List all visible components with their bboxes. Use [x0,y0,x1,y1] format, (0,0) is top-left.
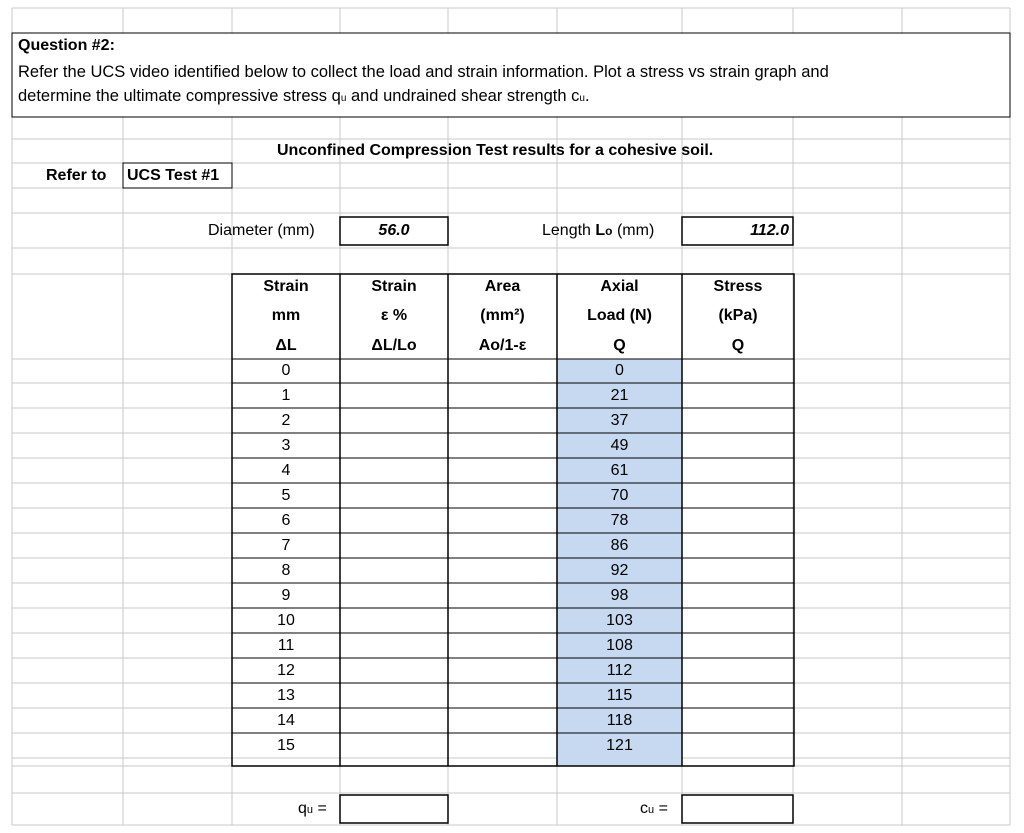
load-cell[interactable]: 103 [606,612,633,629]
strain-pct-cell[interactable] [340,534,448,559]
diameter-value[interactable]: 56.0 [378,222,410,239]
load-cell[interactable]: 92 [610,562,629,579]
stress-cell[interactable] [682,584,794,609]
stress-cell[interactable] [682,359,794,384]
area-cell[interactable] [448,484,557,509]
header-area-3: Ao/1-ε [478,337,527,354]
strain-cell[interactable]: 3 [281,437,291,454]
stress-cell[interactable] [682,384,794,409]
load-cell[interactable]: 70 [610,487,629,504]
stress-cell[interactable] [682,484,794,509]
strain-pct-cell[interactable] [340,684,448,709]
question-body-line2-mid: and undrained shear strength c [346,87,580,105]
load-cell[interactable]: 21 [610,387,629,404]
length-label-pre: Length [542,222,596,239]
length-label [542,221,654,241]
strain-cell[interactable]: 12 [277,662,295,679]
stress-cell[interactable] [682,734,794,759]
header-strain-pct-2: ε % [380,307,408,324]
header-strain-mm-1: Strain [263,278,309,295]
area-cell[interactable] [448,734,557,759]
question-title: Question #2: [18,37,115,54]
area-cell[interactable] [448,409,557,434]
load-cell[interactable]: 78 [610,512,629,529]
length-label-sub: o [605,224,613,238]
load-cell[interactable]: 121 [606,737,633,754]
stress-cell[interactable] [682,659,794,684]
strain-cell[interactable]: 2 [281,412,291,429]
header-axial-2: Load (N) [587,307,652,324]
strain-cell[interactable]: 10 [277,612,295,629]
strain-pct-cell[interactable] [340,634,448,659]
stress-cell[interactable] [682,609,794,634]
strain-cell[interactable]: 9 [281,587,291,604]
strain-pct-cell[interactable] [340,434,448,459]
stress-cell[interactable] [682,709,794,734]
question-body-line2-end: . [584,87,590,105]
strain-pct-cell[interactable] [340,584,448,609]
stress-cell[interactable] [682,409,794,434]
cu-label-sub: u [648,804,655,816]
length-label-post: (mm) [612,222,655,239]
stress-cell[interactable] [682,434,794,459]
strain-cell[interactable]: 8 [281,562,291,579]
area-cell[interactable] [448,559,557,584]
strain-cell[interactable]: 0 [281,362,291,379]
header-strain-pct-1: Strain [371,278,417,295]
strain-cell[interactable]: 15 [277,737,295,754]
header-strain-mm-3: ΔL [275,337,297,354]
load-cell[interactable]: 118 [606,712,633,729]
area-cell[interactable] [448,509,557,534]
area-cell[interactable] [448,609,557,634]
length-label-l: L [595,222,606,239]
question-body-line2-text: determine the ultimate compressive stress q [18,87,341,105]
stress-cell[interactable] [682,459,794,484]
area-cell[interactable] [448,584,557,609]
test-heading: Unconfined Compression Test results for a cohesive soil. [277,142,714,159]
strain-pct-cell[interactable] [340,484,448,509]
strain-cell[interactable]: 14 [277,712,295,729]
qu-subscript: u [340,93,347,104]
strain-cell[interactable]: 11 [277,637,295,654]
area-cell[interactable] [448,659,557,684]
cu-letter: c [640,800,648,817]
strain-pct-cell[interactable] [340,659,448,684]
area-cell[interactable] [448,634,557,659]
strain-pct-cell[interactable] [340,384,448,409]
diameter-label: Diameter (mm) [208,222,315,239]
header-stress-2: (kPa) [718,307,758,324]
stress-cell[interactable] [682,534,794,559]
load-cell[interactable]: 108 [606,637,633,654]
header-strain-mm-2: mm [271,307,301,324]
load-cell[interactable]: 98 [610,587,629,604]
area-cell[interactable] [448,359,557,384]
area-cell[interactable] [448,709,557,734]
header-strain-pct-3: ΔL/Lo [371,337,417,354]
strain-pct-cell[interactable] [340,734,448,759]
header-area-2: (mm²) [480,307,525,324]
load-cell[interactable]: 49 [610,437,629,454]
refer-label: Refer to [46,167,107,184]
header-axial-3: Q [613,337,626,354]
strain-cell[interactable]: 4 [281,462,291,479]
area-cell[interactable] [448,684,557,709]
header-stress-1: Stress [713,278,763,295]
strain-cell[interactable]: 5 [281,487,291,504]
stress-cell[interactable] [682,684,794,709]
strain-pct-cell[interactable] [340,459,448,484]
cu-eq: = [654,800,668,817]
strain-cell[interactable]: 13 [277,687,295,704]
header-stress-3: Q [731,337,745,354]
cu-subscript: u [579,93,585,104]
area-cell[interactable] [448,534,557,559]
load-cell[interactable]: 37 [610,412,629,429]
strain-cell[interactable]: 6 [281,512,291,529]
strain-cell[interactable]: 7 [281,537,291,554]
load-cell[interactable]: 115 [606,687,633,704]
stress-cell[interactable] [682,559,794,584]
strain-pct-cell[interactable] [340,559,448,584]
area-cell[interactable] [448,434,557,459]
header-axial-1: Axial [600,278,639,295]
refer-value: UCS Test #1 [127,167,220,184]
length-value[interactable]: 112.0 [750,222,789,239]
strain-pct-cell[interactable] [340,409,448,434]
load-cell[interactable]: 112 [606,662,633,679]
qu-letter: q [298,800,307,817]
qu-label [298,799,327,820]
cu-label [640,799,668,820]
strain-pct-cell[interactable] [340,509,448,534]
question-body-line2 [18,86,590,109]
strain-pct-cell[interactable] [340,609,448,634]
area-cell[interactable] [448,384,557,409]
load-cell[interactable]: 0 [615,362,624,379]
stress-cell[interactable] [682,634,794,659]
question-body-line1: Refer the UCS video identified below to collect the load and strain information. Plot a stress vs strain graph and [18,63,829,81]
area-cell[interactable] [448,459,557,484]
strain-pct-cell[interactable] [340,709,448,734]
stress-cell[interactable] [682,509,794,534]
strain-pct-cell[interactable] [340,359,448,384]
header-area-1: Area [484,278,521,295]
qu-eq: = [313,800,327,817]
load-cell[interactable]: 86 [610,537,629,554]
load-cell[interactable]: 61 [610,462,629,479]
strain-cell[interactable]: 1 [281,387,291,404]
qu-label-sub: u [306,804,314,816]
